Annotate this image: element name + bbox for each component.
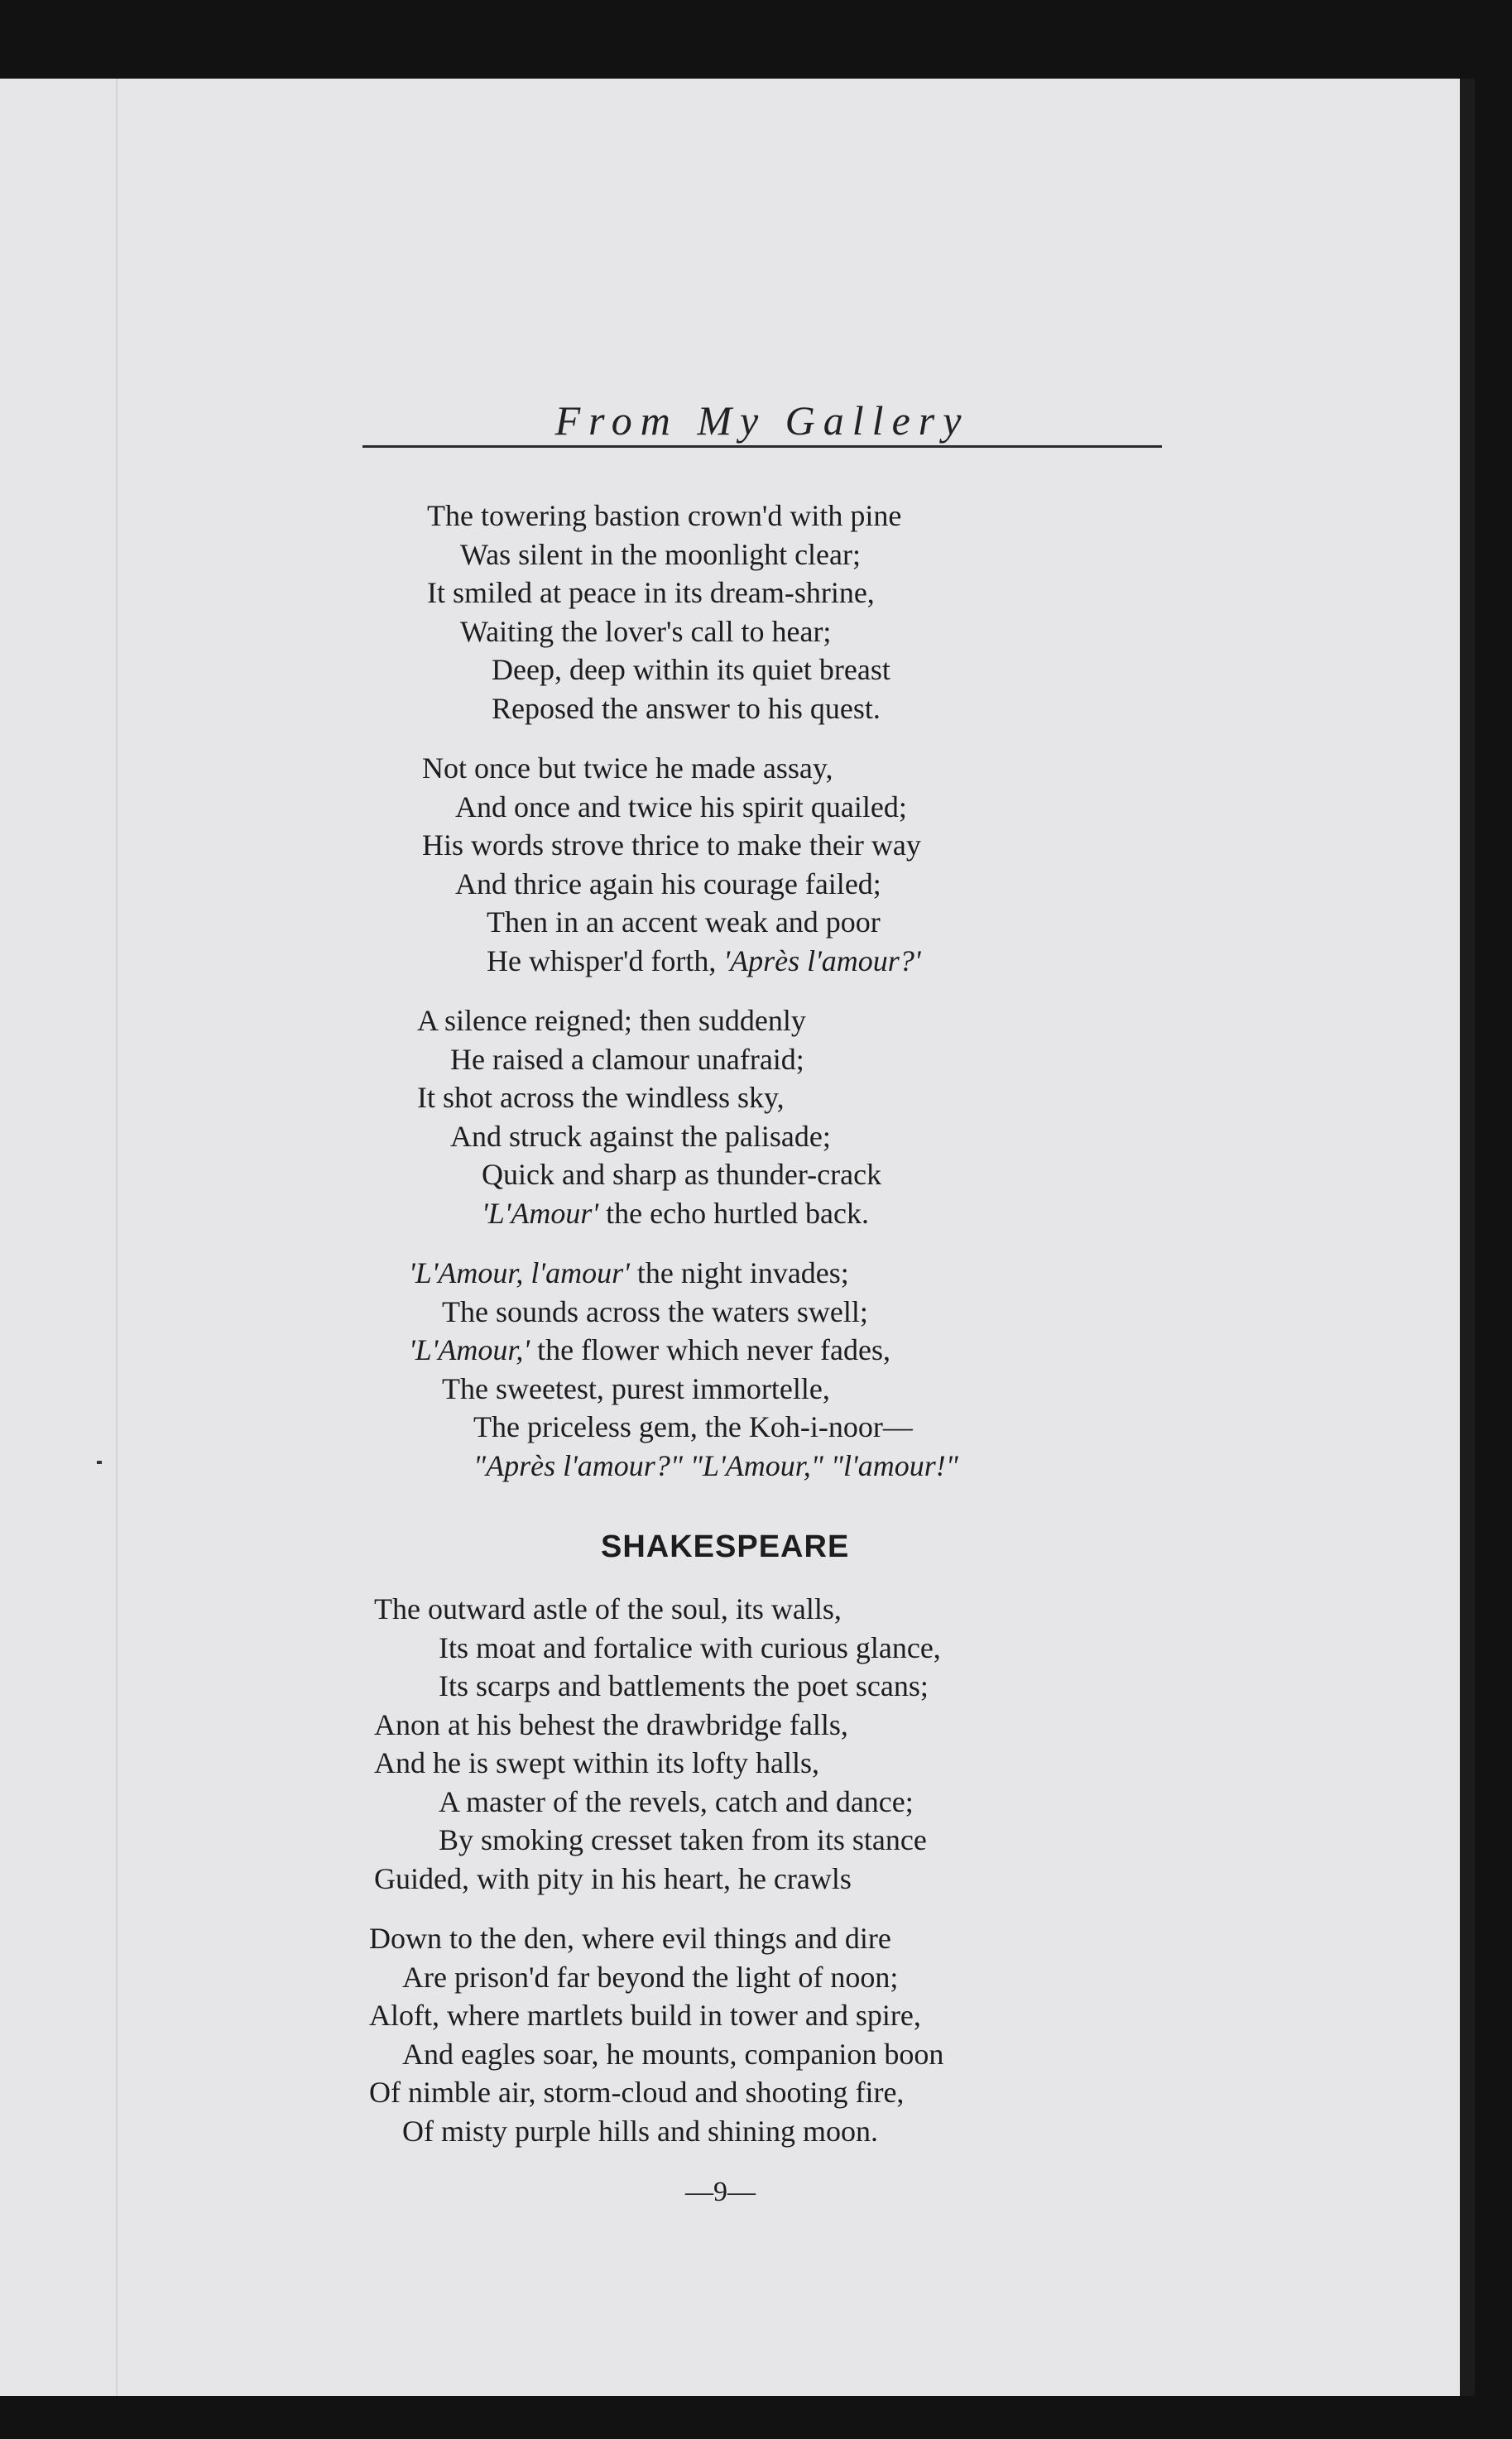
scan-speck — [97, 1461, 102, 1464]
poem-line-text: the night invades; — [629, 1256, 849, 1289]
poem-line: Not once but twice he made assay, — [422, 751, 833, 785]
poem-line-text: the flower which never fades, — [530, 1333, 890, 1366]
running-header-title: From My Gallery — [554, 397, 970, 444]
poem-line-italic: 'L'Amour' — [482, 1196, 599, 1230]
poem-line: Down to the den, where evil things and dire — [369, 1922, 891, 1955]
poem-title: SHAKESPEARE — [601, 1529, 850, 1564]
poem-line: Then in an accent weak and poor — [487, 905, 881, 939]
poem-stanza-2 — [422, 749, 1250, 980]
poem-line: Of nimble air, storm-cloud and shooting fire, — [369, 2076, 905, 2109]
poem-line: Waiting the lover's call to hear; — [460, 614, 832, 648]
poem-line-italic: 'L'Amour, l'amour' — [409, 1256, 630, 1289]
poem-line: Deep, deep within its quiet breast — [492, 653, 890, 686]
poem-line: Guided, with pity in his heart, he crawls — [374, 1861, 852, 1895]
poem-line: And thrice again his courage failed; — [455, 867, 881, 900]
poem-line: Anon at his behest the drawbridge falls, — [374, 1707, 848, 1741]
poem-line: His words strove thrice to make their way — [422, 828, 921, 862]
poem-line-text: the echo hurtled back. — [598, 1196, 869, 1230]
poem-line: The priceless gem, the Koh-i-noor— — [473, 1410, 913, 1443]
poem-line: He raised a clamour unafraid; — [450, 1042, 804, 1076]
header-rule — [362, 445, 1162, 448]
poem-stanza-4 — [409, 1254, 1236, 1485]
poem-line: Reposed the answer to his quest. — [492, 691, 881, 725]
poem-line: Aloft, where martlets build in tower and spire, — [369, 1999, 921, 2032]
poem-line: By smoking cresset taken from its stance — [439, 1823, 927, 1856]
poem-line — [422, 942, 1250, 981]
poem-line: Of misty purple hills and shining moon. — [402, 2114, 878, 2148]
poem-line: Are prison'd far beyond the light of noon; — [402, 1960, 899, 1994]
poem-line: A silence reigned; then suddenly — [417, 1004, 806, 1037]
poem-line: It shot across the windless sky, — [417, 1081, 785, 1114]
page-number: —9— — [685, 2177, 756, 2207]
poem-line: The towering bastion crown'd with pine — [427, 499, 902, 532]
poem-line: Was silent in the moonlight clear; — [460, 537, 861, 571]
poem-line: And once and twice his spirit quailed; — [455, 790, 907, 823]
poem-stanza-3 — [417, 1001, 1245, 1232]
sonnet-octave — [374, 1590, 1202, 1898]
poem-line: Quick and sharp as thunder-crack — [482, 1158, 882, 1191]
poem-line-italic: 'Après l'amour?' — [723, 943, 921, 977]
poem-line: "Après l'amour?" "L'Amour," "l'amour!" — [473, 1448, 958, 1482]
poem-line: And eagles soar, he mounts, companion boon — [402, 2037, 944, 2071]
poem-line: Its moat and fortalice with curious glance, — [439, 1630, 941, 1664]
poem-line: It smiled at peace in its dream-shrine, — [427, 576, 875, 609]
poem-line: The sweetest, purest immortelle, — [442, 1371, 830, 1405]
running-header — [362, 317, 1162, 462]
book-page — [0, 79, 1475, 2396]
poem-line — [417, 1194, 1245, 1233]
poem-line: The sounds across the waters swell; — [442, 1294, 868, 1328]
poem-stanza-1 — [427, 497, 1255, 727]
poem-line: A master of the revels, catch and dance; — [439, 1784, 914, 1818]
poem-line: Its scarps and battlements the poet scans; — [439, 1669, 929, 1702]
poem-line: The outward astle of the soul, its walls, — [374, 1592, 842, 1625]
poem-line — [409, 1331, 1236, 1370]
poem-line: And struck against the palisade; — [450, 1119, 831, 1153]
poem-line-text: He whisper'd forth, — [487, 943, 724, 977]
poem-line-italic: 'L'Amour,' — [409, 1333, 530, 1366]
sonnet-sestet — [369, 1919, 1197, 2150]
poem-line: And he is swept within its lofty halls, — [374, 1746, 819, 1779]
poem-line — [409, 1254, 1236, 1293]
